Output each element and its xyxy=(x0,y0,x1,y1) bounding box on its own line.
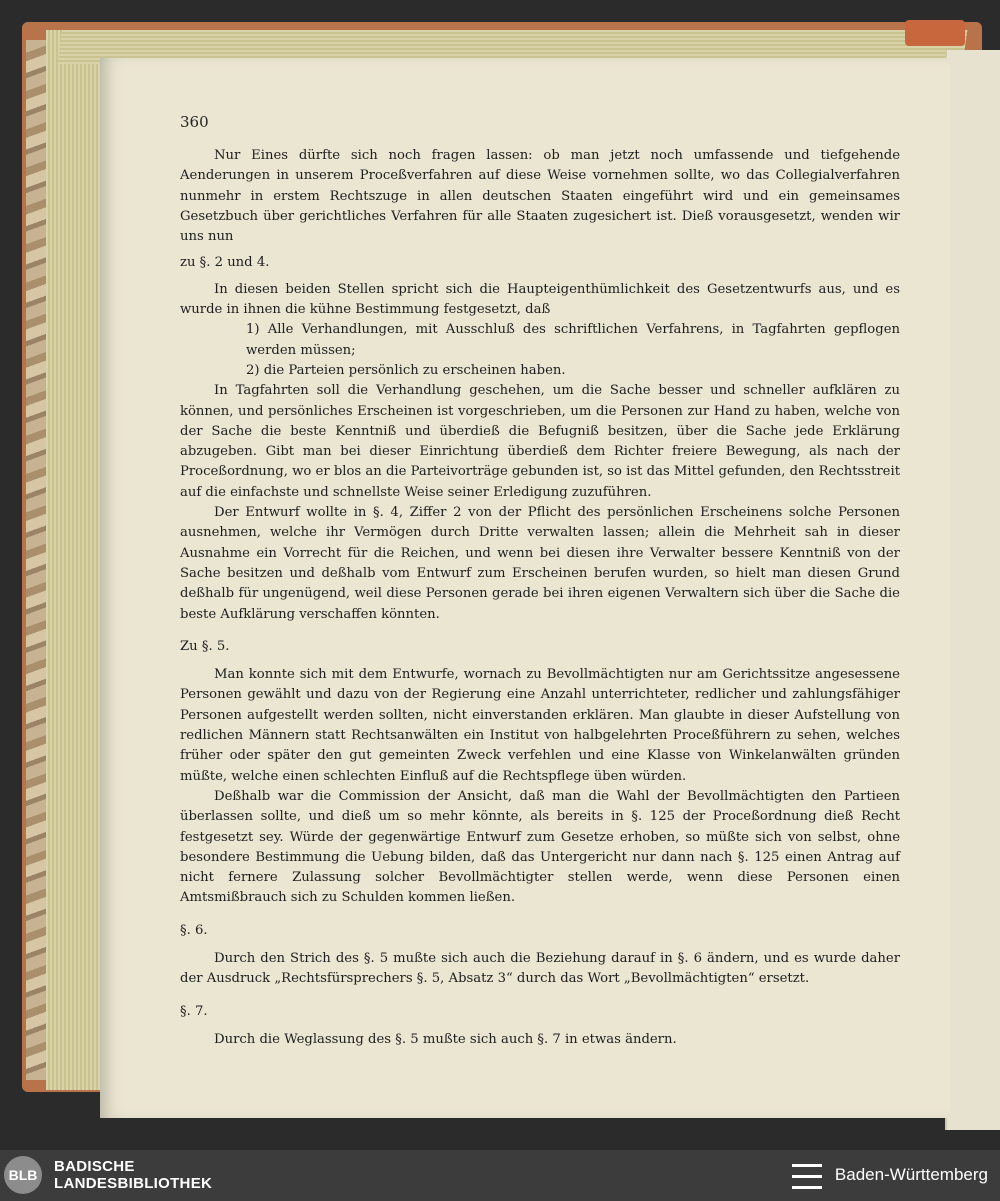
list-item: 1) Alle Verhandlungen, mit Ausschluß des schriftlichen Verfahrens, in Tagfahrten gepflogen werden müssen; xyxy=(246,322,900,358)
page-block-edge xyxy=(46,30,106,1090)
section-heading: zu §. 2 und 4. xyxy=(180,255,270,271)
page-number: 360 xyxy=(180,113,209,131)
cover-corner xyxy=(905,20,965,46)
paragraph: Der Entwurf wollte in §. 4, Ziffer 2 von der Pflicht des persönlichen Erscheinens solche Personen ausnehmen, welche ihr Vermögen durch Dritte verwalten lassen; allein die Mehrheit sah in dieser Ausnahme ein Vorrecht für die Reichen, und wenn bei diesen ihre Verwalter bessere Kenntniß von der Sache besitzen und deßhalb vom Entwurf zum Erscheinen berufen wurden, so hielt man diesen Grund deßhalb für ungenügend, weil diese Personen gerade bei ihren eigenen Verwaltern sich über die Sache die beste Aufklärung verschaffen könnten. xyxy=(180,505,900,622)
paragraph: Nur Eines dürfte sich noch fragen lassen: ob man jetzt noch umfassende und tiefgehende Aenderungen in unserem Proceßverfahren auf diese Weise vornehmen sollte, wo das Collegialverfahren nunmehr in erstem Rechtszuge in allen deutschen Staaten eingeführt wird und ein gemeinsames Gesetzbuch über gerichtliches Verfahren für alle Staaten zugesichert ist. Dieß vorausgesetzt, wenden wir uns nun xyxy=(180,148,900,245)
institution-name[interactable] xyxy=(54,1158,212,1192)
coat-of-arms-icon: ▬▬▬ ▬▬▬ ▬▬▬ xyxy=(792,1159,822,1192)
section-heading: §. 7. xyxy=(180,1003,208,1019)
paragraph: Durch die Weglassung des §. 5 mußte sich auch §. 7 in etwas ändern. xyxy=(214,1031,677,1047)
page-text xyxy=(180,146,900,1050)
paragraph: Durch den Strich des §. 5 mußte sich auch die Beziehung darauf in §. 6 ändern, und es wurde daher der Ausdruck „Rechtsfürsprechers §. 5, Absatz 3“ durch das Wort „Bevollmächtigten“ ersetzt. xyxy=(180,950,900,987)
footer-bar xyxy=(0,1150,1000,1201)
institution-line2: LANDESBIBLIOTHEK xyxy=(54,1175,213,1192)
section-heading: §. 6. xyxy=(180,922,208,938)
blb-logo[interactable]: BLB xyxy=(4,1156,42,1194)
paragraph: In diesen beiden Stellen spricht sich die Haupteigenthümlichkeit des Gesetzentwurfs aus, und es wurde in ihnen die kühne Bestimmung festgesetzt, daß xyxy=(180,281,900,318)
facing-page xyxy=(945,50,1000,1130)
institution-line1: BADISCHE xyxy=(54,1158,135,1175)
state-name[interactable]: Baden-Württemberg xyxy=(834,1165,988,1184)
paragraph: Deßhalb war die Commission der Ansicht, daß man die Wahl der Bevollmächtigten den Partieen überlassen sollte, und dieß um so mehr könnte, als bereits in §. 125 der Proceßordnung dieß Recht festgesetzt sey. Würde der gegenwärtige Entwurf zum Gesetze erhoben, so müßte sich von selbst, ohne besondere Bestimmung die Uebung bilden, daß das Untergericht nur dann nach §. 125 einen Antrag auf nicht fernere Zulassung solcher Bevollmächtigter stellen werde, wenn diese Personen einen Amtsmißbrauch sich zu Schulden kommen ließen. xyxy=(180,788,900,906)
paragraph: Man konnte sich mit dem Entwurfe, wornach zu Bevollmächtigten nur am Gerichtssitze angesessene Personen gewählt und dazu von der Regierung eine Anzahl unterrichteter, redlicher und zahlungsfähiger Personen aufgestellt werden sollten, nicht einverstanden erklären. Man glaubte in dieser Aufstellung von redlichen Männern statt Rechtsanwälten ein Institut von halbgelehrten Proceßführern zu sehen, welches früher oder später den gut gemeinten Zweck verfehlen und eine Klasse von Winkelanwälten gründen müßte, welche einen schlechten Einfluß auf die Rechtspflege üben würden. xyxy=(180,667,900,784)
list-item: 2) die Parteien persönlich zu erscheinen haben. xyxy=(246,362,566,378)
section-heading: Zu §. 5. xyxy=(180,638,230,654)
paragraph: In Tagfahrten soll die Verhandlung geschehen, um die Sache besser und schneller aufklären zu können, und persönliches Erscheinen ist vorgeschrieben, um die Personen zur Hand zu haben, welche von der Sache die beste Kenntniß und überdieß die Befugniß besitzen, über die Sache jede Erklärung abzugeben. Gibt man bei dieser Einrichtung überdieß dem Richter freiere Bewegung, als nach der Proceßordnung, wo er blos an die Parteivorträge gebunden ist, so ist das Mittel gefunden, den Rechtsstreit auf die einfachste und schnellste Weise seiner Erledigung zuzuführen. xyxy=(180,383,900,500)
